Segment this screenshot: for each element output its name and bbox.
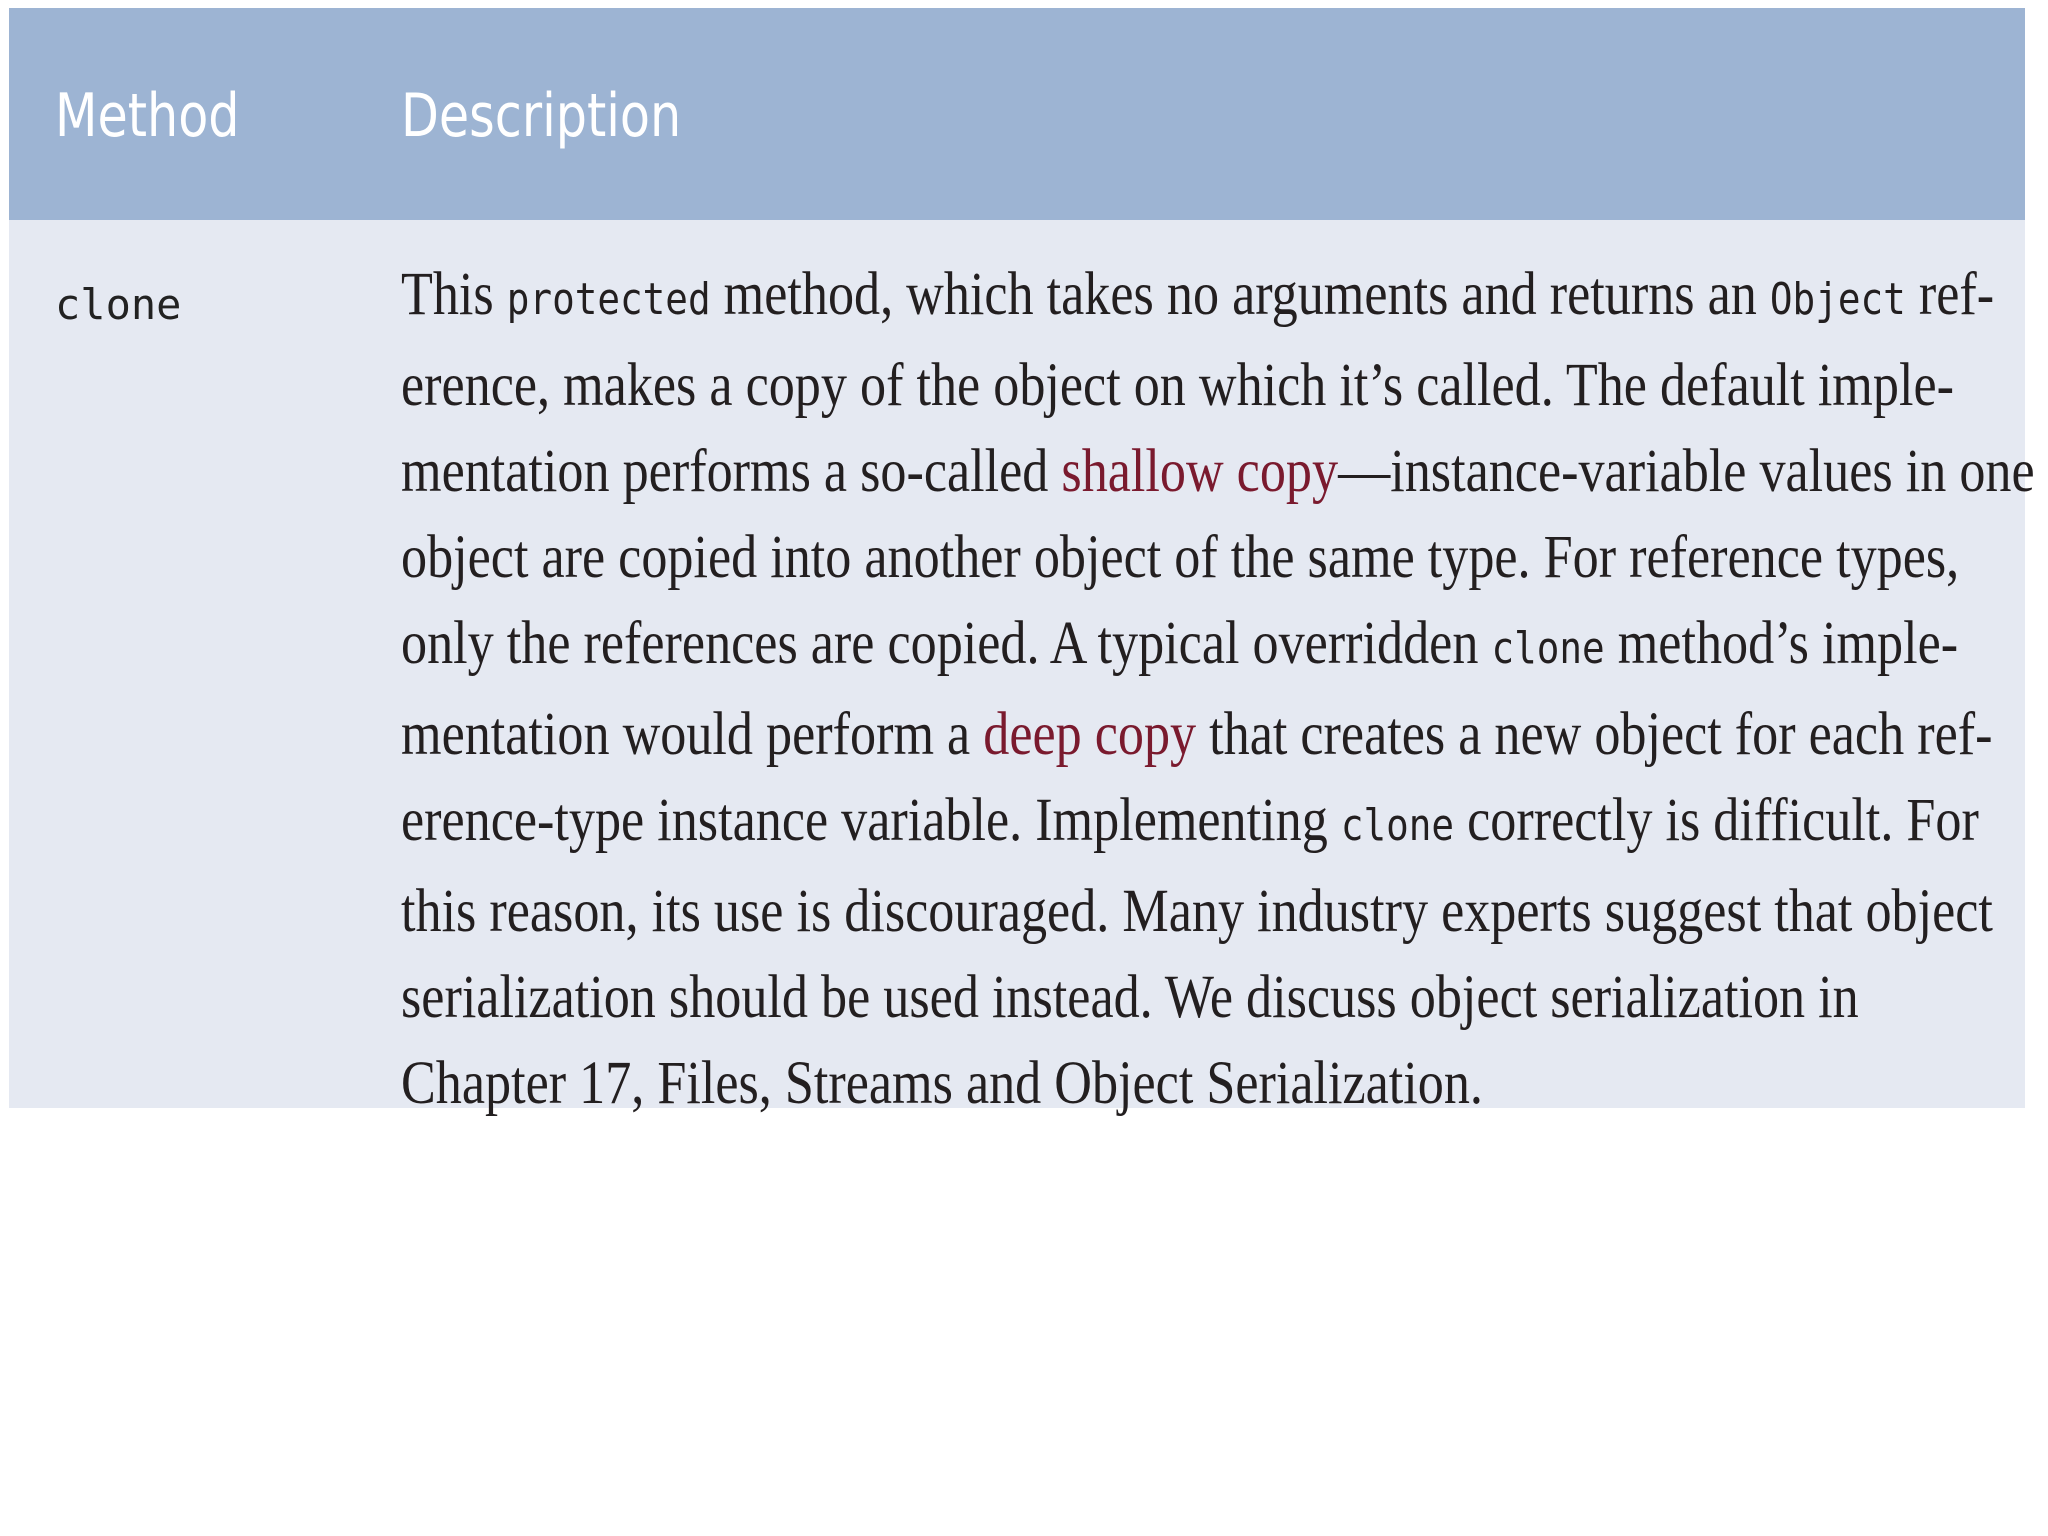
description-text: mentation would perform a bbox=[401, 701, 984, 768]
code-term: clone bbox=[1491, 623, 1605, 674]
description-line bbox=[401, 252, 1995, 343]
method-table bbox=[9, 8, 2035, 1117]
method-description bbox=[401, 252, 2035, 1127]
description-text: erence-type instance variable. Implementing bbox=[401, 787, 1341, 854]
description-text: only the references are copied. A typical overridden bbox=[401, 610, 1492, 677]
description-line bbox=[401, 778, 1979, 869]
header-description: Description bbox=[401, 81, 682, 151]
description-text: that creates a new object for each ref- bbox=[1196, 701, 1993, 768]
code-term: clone bbox=[1340, 800, 1455, 851]
description-text: This bbox=[401, 261, 507, 328]
description-line bbox=[401, 601, 1959, 692]
description-line bbox=[401, 429, 2035, 515]
highlighted-term: shallow copy bbox=[1061, 438, 1339, 505]
description-text: ref- bbox=[1905, 261, 1995, 328]
description-line bbox=[401, 869, 1993, 955]
description-line bbox=[401, 515, 1960, 601]
description-text: mentation performs a so-called bbox=[401, 438, 1062, 505]
description-text: erence, makes a copy of the object on which it’s called. The default imple- bbox=[401, 352, 1954, 419]
description-line bbox=[401, 1041, 1778, 1127]
description-line bbox=[401, 955, 1859, 1041]
description-text: this reason, its use is discouraged. Many industry experts suggest that object bbox=[401, 878, 1993, 945]
description-text: method’s imple- bbox=[1604, 610, 1959, 677]
description-text: correctly is difficult. For bbox=[1454, 787, 1979, 854]
highlighted-term: deep copy bbox=[983, 701, 1197, 768]
description-text: —instance-variable values in one bbox=[1338, 438, 2035, 505]
description-text: Chapter 17, Files, Streams and Object Serialization. bbox=[401, 1050, 1483, 1117]
method-name: clone bbox=[55, 280, 182, 329]
code-term: protected bbox=[506, 274, 711, 325]
description-line bbox=[401, 692, 1993, 778]
table-header bbox=[9, 8, 2025, 220]
description-text: method, which takes no arguments and returns an bbox=[710, 261, 1770, 328]
description-text: serialization should be used instead. We discuss object serialization in bbox=[401, 964, 1859, 1031]
code-term: Object bbox=[1769, 274, 1906, 325]
header-method: Method bbox=[55, 81, 240, 151]
description-line bbox=[401, 343, 1954, 429]
description-text: object are copied into another object of the same type. For reference types, bbox=[401, 524, 1960, 591]
table-row bbox=[9, 220, 2035, 1117]
